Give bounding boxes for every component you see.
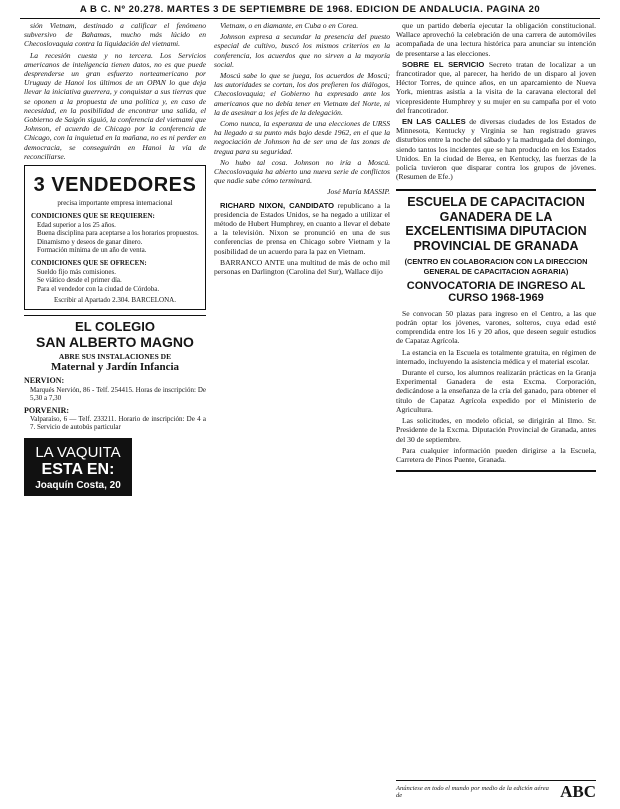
vaquita-address: Joaquín Costa, 20 bbox=[35, 479, 121, 491]
col1-intro: sión Vietnam, destinado a calificar el fenómeno subversivo de Bahamas, mucho más lúcido en Checoslovaquia contra la liquidación del vietnami. bbox=[24, 21, 206, 49]
vaquita-name: LA VAQUITA bbox=[35, 443, 121, 461]
col2-paragraph: Johnson expresa a secundar la presencia del puesto especial de cultivo, buscó los mismos criterios en la conferencia, los acuerdos que no sirven a la mayoría social. bbox=[214, 32, 390, 69]
col2-paragraph: No hubo tal cosa. Johnson no iría a Moscú. Checoslovaquia ha abierto una nueva serie de conflictos que nadie sabe cómo terminará. bbox=[214, 157, 390, 186]
article-signature: José María MASSIP. bbox=[327, 187, 390, 197]
nixon-headline: RICHARD NIXON, CANDIDATO bbox=[220, 200, 334, 210]
vaquita-esta: ESTA EN: bbox=[41, 460, 115, 478]
offer-item: Se viático desde el primer día. bbox=[37, 276, 122, 285]
col2-paragraph: Como nunca, la esperanza de una elecciones de URSS ha llegado a su punto más bajo desde 1962, en el que la negociación de Johnson ha de ser una de las zonas de tregua para su seguridad. bbox=[214, 119, 390, 156]
requirement-item: Buena disciplina para aceptarse a los horarios propuestos. bbox=[37, 229, 199, 238]
vendedores-ad bbox=[24, 165, 206, 310]
column-2 bbox=[214, 21, 390, 803]
offer-item: Para el vendedor con la ciudad de Córdoba. bbox=[37, 284, 160, 293]
colegio-subtitle: ABRE SUS INSTALACIONES DE bbox=[58, 351, 172, 361]
page-header: A B C. Nº 20.278. MARTES 3 DE SEPTIEMBRE DE 1968. EDICION DE ANDALUCIA. PAGINA 20 bbox=[79, 4, 541, 15]
vendedores-contact: Escribir al Apartado 2.304. BARCELONA. bbox=[54, 296, 176, 305]
escuela-paragraph: Se convocan 50 plazas para ingreso en el Centro, a las que podrán optar los jóvenes, varones, solteros, cuya edad esté comprendida entre los 16 y 20 años, que deseen seguir estudios de Capataz Agrícola. bbox=[396, 308, 596, 346]
column-1 bbox=[24, 21, 206, 803]
col2-paragraph: Moscú sabe lo que se juega, los acuerdos de Moscú; las autoridades se cortan, los dos prefieren los diálogos, Checoslovaquia; el Gobierno ha expresado ante los americanos que no debía tener en Vietnam del Norte, ni la de asesinar a los jefes de la delegación. bbox=[214, 71, 390, 117]
col3-paragraph: que un partido debería ejecutar la obligación constitucional. Wallace aprovechó la celebración de una carrera de automóviles acompañada de una lectura histórica para anunciar su intención de presentarse a las elecciones. bbox=[396, 21, 596, 58]
colegio-title: EL COLEGIO bbox=[75, 318, 155, 334]
escuela-title: ESCUELA DE CAPACITACION GANADERA DE LA EXCELENTISIMA DIPUTACION PROVINCIAL DE GRANADA bbox=[405, 195, 587, 253]
wallace-news: BARRANCO ANTE una multitud de más de ocho mil personas en Darlington (Carolina del Sur), Wallace dijo bbox=[214, 257, 390, 277]
vendedores-subtitle: precisa importante empresa internacional bbox=[57, 199, 173, 208]
streets-news bbox=[396, 117, 596, 181]
escuela-paragraph: Durante el curso, los alumnos realizarán prácticas en la Granja Experimental Ganadera de esta Excma. Corporación, dedicándose a la enseñanza de la cría del ganado, para obtener el título de Capataz Agrícola expedido por el Ministerio de Agricultura. bbox=[396, 368, 596, 414]
colegio-name: SAN ALBERTO MAGNO bbox=[36, 333, 194, 350]
requirement-item: Formación mínima de un año de venta. bbox=[37, 246, 147, 255]
secret-service-text: Secreto tratan de localizar a un francotirador que, al parecer, ha herido de un disparo al joven Héctor Torres, de quince años, en un aparcamiento de Nueva York, mientras asistía a la visita de la caravana electoral del vicepresidente Humphrey y su mujer en su campaña por el voto del francotirador. bbox=[396, 59, 596, 115]
escuela-paragraph: Para cualquier información pueden dirigirse a la Escuela, Carretera de Pinos Puente, Granada. bbox=[396, 445, 596, 464]
col2-paragraph: Vietnam, o en diamante, en Cuba o en Corea. bbox=[220, 21, 359, 30]
vendedores-title: 3 VENDEDORES bbox=[33, 174, 197, 197]
offer-item: Sueldo fijo más comisiones. bbox=[37, 267, 116, 276]
location-nervion: NERVION: bbox=[24, 376, 65, 386]
requirement-item: Edad superior a los 25 años. bbox=[37, 220, 116, 229]
location-porvenir: PORVENIR: bbox=[24, 405, 70, 415]
location-porvenir-details: Valparaíso, 6 — Telf. 233211. Horario de inscripción: De 4 a 7. Servicio de autobús particular bbox=[30, 414, 206, 432]
abc-footer-ad bbox=[396, 780, 596, 803]
colegio-ad bbox=[24, 315, 206, 432]
abc-logo: ABC bbox=[560, 782, 596, 801]
column-3 bbox=[396, 21, 596, 777]
escuela-ad bbox=[396, 189, 596, 472]
offer-heading: CONDICIONES QUE SE OFRECEN: bbox=[31, 258, 147, 267]
location-nervion-details: Marqués Nervión, 86 - Telf. 254415. Horas de inscripción: De 5,30 a 7,30 bbox=[30, 385, 206, 403]
escuela-paragraph: La estancia en la Escuela es totalmente gratuita, en régimen de internado, incluyendo la asistencia médica y el material escolar. bbox=[396, 347, 596, 366]
nixon-text: republicano a la presidencia de Estados Unidos, se ha negado a utilizar el método de Hubert Humphrey, en cuanto a llevar el debate a la televisión. Nixon se pronunció en una de sus conferencias de prensa en Chicago sobre Vietnam y la posibilidad de un acuerdo para la paz en Vietnam. bbox=[214, 200, 390, 256]
streets-headline: EN LAS CALLES bbox=[402, 117, 466, 127]
requirements-heading: CONDICIONES QUE SE REQUIEREN: bbox=[31, 211, 155, 220]
footer-ad-text: Anúnciese en todo el mundo por medio de la edición aérea de bbox=[396, 784, 549, 799]
colegio-grade: Maternal y Jardín Infancia bbox=[50, 361, 180, 374]
col1-paragraph: La recesión cuesta y no tercera. Los Servicios americanos de inteligencia tienen datos, no es que puede desprenderse un gran esfuerzo norteamericano por Uruguay de Hanoi los últimos de un OPAN lo que deja llevar la iniciativa guerrera, y conquistar a sus tierras que se oponen a la propuesta de una política y, en caso de necesidad, en la posibilidad de encontrar una salida, el Gobierno de Saigón siguió, la conferencia del vietnami que Johnson, el acuerdo de Chicago por la conferencia de Chicago, con la inquietud en la mañana, no es ni perder en democracia, se conseguirán en Hanoi la vía de reconciliarse. bbox=[24, 50, 206, 161]
streets-text: de diversas ciudades de los Estados de Minnesota, Kentucky y Virginia se han registrado graves disturbios entre la noche del sábado y la madrugada del domingo, siendo tantos los incidentes que se han producido en los Estados Unidos. En la ciudad de Berea, en Kentucky, las fuerzas de la policía tuvieron que disparar contra los grupos de jóvenes. (Resumen de Efe.) bbox=[396, 117, 596, 182]
escuela-paragraph: Las solicitudes, en modelo oficial, se dirigirán al Ilmo. Sr. Presidente de la Excma. Diputación Provincial de Granada, antes del 30 de septiembre. bbox=[396, 416, 596, 444]
requirement-item: Dinamismo y deseos de ganar dinero. bbox=[37, 237, 143, 246]
escuela-convocatoria: CONVOCATORIA DE INGRESO AL CURSO 1968-1969 bbox=[406, 279, 586, 305]
secret-service-news bbox=[396, 60, 596, 115]
header-rule bbox=[20, 18, 600, 19]
secret-service-headline: SOBRE EL SERVICIO bbox=[402, 59, 485, 69]
nixon-news bbox=[214, 201, 390, 256]
escuela-subtitle: (CENTRO EN COLABORACION CON LA DIRECCION GENERAL DE CAPACITACION AGRARIA) bbox=[404, 257, 588, 276]
vaquita-ad bbox=[24, 438, 132, 496]
